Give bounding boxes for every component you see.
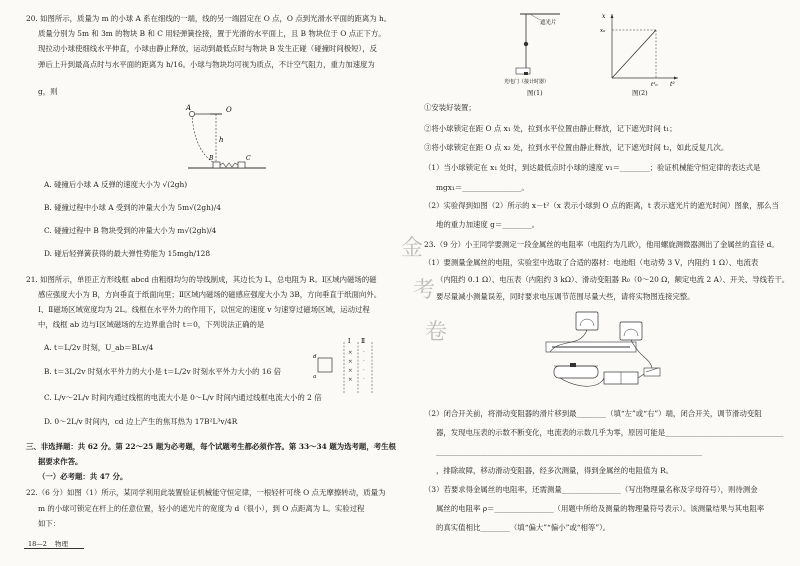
footer-subject: 物理 [55, 540, 68, 548]
section-3-title-cont: 据要求作答。 [38, 457, 83, 466]
svg-text:·: · [363, 350, 365, 356]
q22-fig-label-shade: 遮光片 [540, 20, 557, 26]
q23-line1: 23.（9 分）小王同学要测定一段金属丝的电阻率（电阻约为几欧），他用螺旋测微器测出了金属丝的直径 d。 [424, 240, 779, 249]
q22-axis-x-label: t² [670, 81, 675, 86]
q21-region-2: Ⅱ [361, 338, 366, 345]
q20-block-b [213, 162, 220, 168]
q20-option-a: A. 碰撞后小球 A 反弹的速度大小为 √(2gh) [44, 180, 188, 189]
svg-text:·: · [363, 377, 365, 383]
q22-sub1-line1: （1）当小球锁定在 x₁ 处时，到达最低点时小球的速度 v₁＝________；验证机械能守恒定律的表达式是 [424, 163, 761, 172]
q23-sub3-line3: 的真实值相比________（填“偏大”“偏小”或“相等”）。 [436, 523, 611, 532]
svg-text:×: × [348, 350, 353, 356]
footer-page: 18—2 [28, 540, 47, 548]
q22-tick-y: x₀ [600, 28, 606, 34]
q20-label-a: A [186, 104, 192, 112]
q22-x-arrow [674, 77, 678, 80]
q23-sub2-line3: ________________________________________________________________________ [436, 447, 703, 456]
q22-line2: m 的小球可锁定在杆上的任意位置，轻小的遮光片的宽度为 d（很小），到 O 点距离为 L。实验过程 [38, 504, 365, 513]
q23-sub2-line2: 器，发现电压表的示数不断变化，电流表的示数几乎为零，原因可能是________________________________ [436, 428, 784, 437]
q23-line4: 要尽量减小测量误差，同时要求电压调节范围尽量大些，请将实物图连接完整。 [436, 292, 695, 301]
q21-label-d: d [313, 354, 317, 360]
q20-line3: 现拉动小球使细线水平伸直，小球由静止释放，运动到最低点时与物块 B 发生正碰（碰撞时间极短），反 [38, 44, 378, 53]
q23-sub3-line2: 属丝的电阻率 ρ＝________________（用题中所给及测量的物理量符号表示）。该测量结果与其电阻率 [436, 504, 765, 513]
q21-option-c: C. L/v～2L/v 时间内通过线框的电流大小是 0～L/v 时间内通过线框电流大小的 2 倍 [44, 393, 322, 402]
q22-line3: 如下： [38, 519, 61, 528]
q23-apparatus-figure [540, 308, 670, 400]
q23-rheostat-slider [570, 363, 576, 367]
q22-figure-2 [600, 10, 680, 86]
q22-sub2-line2: 地的重力加速度 g＝________。 [436, 220, 540, 229]
q21-frame [318, 358, 332, 372]
svg-text:×: × [348, 377, 353, 383]
q22-step-3: ③将小球锁定在距 O 点 x₂ 处，拉到水平位置由静止释放，记下遮光时间 t₂，如此反复几次。 [424, 143, 729, 152]
q21-line3: Ⅰ、Ⅱ磁场区域宽度均为 2L。线框在水平外力的作用下，以恒定的速度 v 匀速穿过磁场区域，运动过程 [38, 305, 370, 314]
q22-fig-label-gate: 光电门（接计时器） [504, 79, 550, 85]
q22-line1: 22.（6 分）如图（1）所示，某同学利用此装置验证机械能守恒定律，一根轻杆可绕 O 点无摩擦转动，质量为 [26, 488, 386, 497]
q23-voltmeter [620, 322, 642, 340]
q21-label-a: a [313, 374, 317, 380]
q22-step-2: ②将小球锁定在距 O 点 x₁ 处，拉到水平位置由静止释放，记下遮光时间 t₁； [424, 124, 677, 133]
q23-ammeter [576, 312, 598, 330]
svg-text:×: × [348, 359, 353, 365]
svg-text:×: × [348, 368, 353, 374]
q20-block-c [238, 162, 245, 168]
section-3-subtitle: （一）必考题：共 47 分。 [38, 472, 128, 481]
right-column [408, 0, 800, 566]
q22-sub1-line2: mgx₁＝________________。 [436, 183, 529, 192]
q20-line5: g，则 [38, 87, 58, 96]
q21-field-symbols [348, 350, 365, 383]
q20-label-o: O [226, 106, 232, 114]
q22-axis-y-label: x [602, 13, 606, 20]
q22-figure-1 [500, 6, 580, 86]
watermark-char-2: 考 [413, 278, 436, 303]
svg-text:·: · [363, 359, 365, 365]
svg-text:·: · [363, 368, 365, 374]
q22-leader [530, 14, 540, 20]
q20-line1: 20. 如图所示，质量为 m 的小球 A 系在细线的一端，线的另一端固定在 O 点，O 点到光滑水平面的距离为 h。 [26, 14, 392, 23]
section-3-title: 三、非选择题：共 62 分。第 22～25 题为必考题，每个试题考生都必须作答。第 33～34 题为选考题，考生根 [26, 442, 396, 451]
q20-label-b: B [209, 155, 214, 162]
q22-y-arrow [611, 14, 614, 18]
watermark-char-3: 卷 [425, 320, 448, 345]
q20-figure [180, 100, 270, 172]
q23-line2: （1）要测量金属丝的电阻，实验室中选取了合适的器材：电池组（电动势 3 V，内阻约 1 Ω）、电流表 [424, 258, 759, 267]
q20-spring [220, 163, 238, 167]
q22-ball [524, 42, 528, 46]
q20-label-h: h [219, 136, 224, 144]
q22-caption-1: 图(1) [527, 89, 543, 97]
q20-label-c: C [246, 155, 251, 162]
q23-line3: （内阻约 0.1 Ω）、电压表（内阻约 3 kΩ）、滑动变阻器 R₀（0～20 Ω，额定电流 2 A）、开关、导线若干。 [436, 275, 790, 284]
q20-line2: 质量分别为 5m 和 3m 的物块 B 和 C 用轻弹簧拴接，置于光滑的水平面上，且 B 物块位于 O 点正下方。 [38, 29, 386, 38]
q21-option-a: A. t＝L/2v 时刻，U_ab＝BLv/4 [44, 343, 154, 352]
q21-line4: 中，线框 ab 边与Ⅰ区域磁场的左边界重合时 t＝0，下列说法正确的是 [38, 320, 265, 329]
q20-option-d: D. 碰后轻弹簧获得的最大弹性势能为 15mgh/128 [44, 249, 211, 258]
q21-region-1: Ⅰ [348, 338, 351, 345]
q22-tick-x: t²₀ [651, 82, 658, 86]
q23-rheostat [554, 366, 598, 378]
q20-line4: 弹后上升到最高点时与水平面的距离为 h/16。小球与物块均可视为质点，不计空气阻力，重力加速度为 [38, 60, 375, 69]
q21-line2: 感应强度大小为 B，方向垂直于纸面向里；Ⅱ区域内磁场的磁感应强度大小为 3B，方向垂直于纸面向外。 [38, 290, 382, 299]
q21-line1: 21. 如图所示，单匝正方形线框 abcd 由粗细均匀的导线制成，其边长为 L，总电阻为 R。Ⅰ区域内磁场的磁 [26, 275, 377, 284]
q21-option-b: B. t＝3L/2v 时刻水平外力的大小是 t＝L/2v 时刻水平外力大小的 16 倍 [44, 367, 282, 376]
q22-graph-line [612, 30, 656, 78]
q20-option-b: B. 碰撞过程中小球 A 受到的冲量大小为 5m√(2gh)/4 [44, 203, 221, 212]
q23-sub3-line1: （3）若要求得金属丝的电阻率，还需测量________________（写出物理量名称及字母符号），则待测金 [424, 485, 758, 494]
q22-sub2-line1: （2）实验得到如图（2）所示的 x－t²（x 表示小球到 O 点的距离，t 表示遮光片的遮光时间）图象，那么当 [424, 201, 779, 210]
q21-option-d: D. 0～2L/v 时间内，cd 边上产生的焦耳热为 17B²L³v/4R [44, 417, 238, 426]
q22-caption-2: 图(2) [632, 89, 648, 97]
q22-step-1: ①安装好装置； [424, 103, 476, 112]
q20-option-c: C. 碰撞过程中 B 物块受到的冲量大小为 m√(2gh)/4 [44, 226, 217, 235]
q23-sub2-line4: ，排除故障，移动滑动变阻器，经多次测量，得到金属丝的电阻值为 R。 [436, 466, 674, 475]
q21-figure [312, 336, 384, 396]
q22-shade-plate [524, 72, 528, 75]
q23-sub2-line1: （2）闭合开关前，将滑动变阻器的滑片移到最________（填“左”或“右”）端，闭合开关，调节滑动变阻 [424, 409, 762, 418]
watermark-char-1: 金 [401, 236, 424, 261]
q20-ball-a [189, 111, 194, 116]
